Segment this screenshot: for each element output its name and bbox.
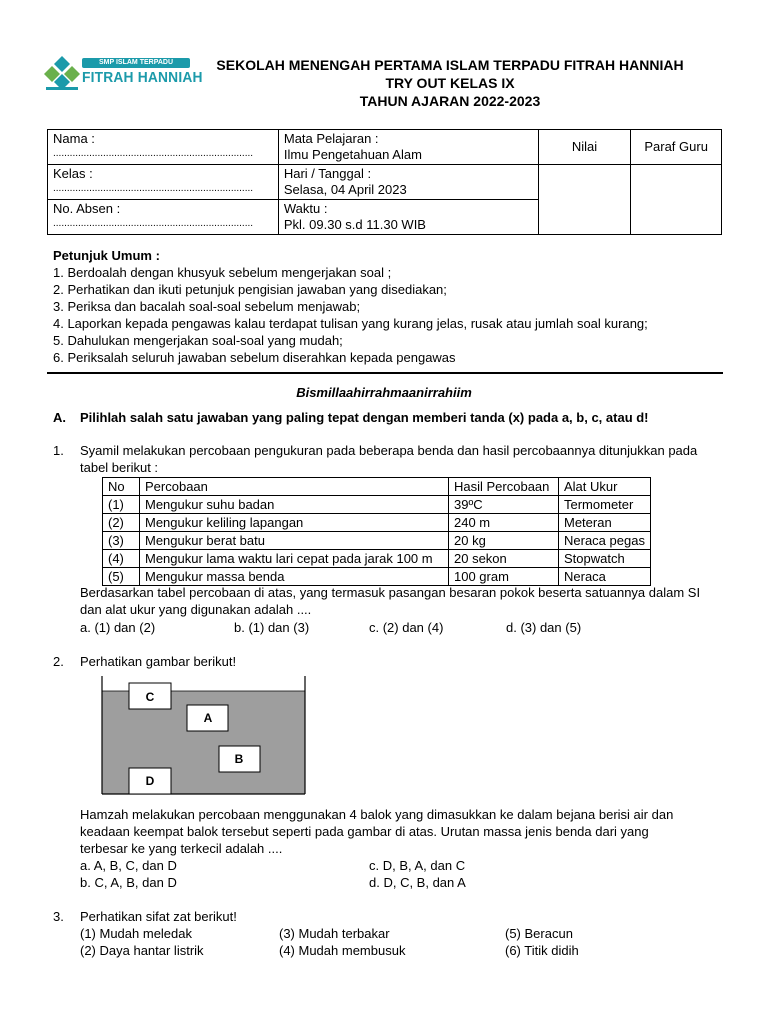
instruction-item: 2. Perhatikan dan ikuti petunjuk pengisian jawaban yang disediakan; [53,282,447,297]
question-text: dan alat ukur yang digunakan adalah .... [80,602,312,617]
class-blank[interactable]: ........................................................................ [53,183,254,194]
section-letter: A. [53,410,66,425]
divider [47,372,723,374]
option-c[interactable]: c. (2) dan (4) [369,620,444,635]
logo-badge: SMP ISLAM TERPADU [82,58,190,68]
student-info-table [47,129,722,235]
option-d[interactable]: d. D, C, B, dan A [369,875,466,890]
question-text: tabel berikut : [80,460,159,475]
option-c[interactable]: c. D, B, A, dan C [369,858,466,873]
score-header: Nilai [538,130,631,165]
question-text: Hamzah melakukan percobaan menggunakan 4 balok yang dimasukkan ke dalam bejana berisi air dan [80,807,674,822]
property-item: (1) Mudah meledak [80,926,192,941]
block-d-label: D [145,774,155,788]
school-logo [44,52,203,94]
absen-blank[interactable]: ........................................................................ [53,218,254,229]
option-a[interactable]: a. (1) dan (2) [80,620,156,635]
logo-mark-icon [44,54,80,92]
teacher-sign-box[interactable] [631,165,722,235]
table-row: (5) Mengukur massa benda 100 gram Neraca [103,568,651,586]
section-instruction: Pilihlah salah satu jawaban yang paling tepat dengan memberi tanda (x) pada a, b, c, atau d! [80,410,649,425]
question-text: Perhatikan sifat zat berikut! [80,909,237,924]
question-text: Syamil melakukan percobaan pengukuran pada beberapa benda dan hasil percobaannya ditunjukkan pada [80,443,698,458]
academic-year: TAHUN AJARAN 2022-2023 [359,93,541,109]
name-blank[interactable]: ........................................................................ [53,148,254,159]
class-cell[interactable]: Kelas : ........................................................................ [48,165,279,200]
option-d[interactable]: d. (3) dan (5) [506,620,582,635]
question-text: Berdasarkan tabel percobaan di atas, yang termasuk pasangan besaran pokok beserta satuannya dalam SI [80,585,701,600]
instruction-item: 5. Dahulukan mengerjakan soal-soal yang mudah; [53,333,343,348]
property-item: (4) Mudah membusuk [279,943,406,958]
table-header-row: No Percobaan Hasil Percobaan Alat Ukur [103,478,651,496]
instruction-item: 3. Periksa dan bacalah soal-soal sebelum menjawab; [53,299,361,314]
logo-name: FITRAH HANNIAH [82,69,203,86]
question-text: terbesar ke yang terkecil adalah .... [80,841,283,856]
date-cell: Hari / Tanggal : Selasa, 04 April 2023 [278,165,538,200]
block-a-label: A [203,711,213,725]
subject-cell: Mata Pelajaran : Ilmu Pengetahuan Alam [278,130,538,165]
block-c-label: C [145,690,155,704]
question-number: 3. [53,909,64,924]
block-b-label: B [234,752,244,766]
property-item: (2) Daya hantar listrik [80,943,204,958]
question-number: 1. [53,443,64,458]
option-b[interactable]: b. (1) dan (3) [234,620,310,635]
name-cell[interactable]: Nama : ........................................................................ [48,130,279,165]
absen-cell[interactable]: No. Absen : ........................................................................ [48,200,279,235]
table-row: (1) Mengukur suhu badan 39ºC Termometer [103,496,651,514]
instructions-title: Petunjuk Umum : [53,248,160,263]
table-row: (4) Mengukur lama waktu lari cepat pada jarak 100 m 20 sekon Stopwatch [103,550,651,568]
property-item: (3) Mudah terbakar [279,926,390,941]
question-number: 2. [53,654,64,669]
option-b[interactable]: b. C, A, B, dan D [80,875,177,890]
question-text: Perhatikan gambar berikut! [80,654,237,669]
instruction-item: 6. Periksalah seluruh jawaban sebelum diserahkan kepada pengawas [53,350,456,365]
score-box[interactable] [538,165,631,235]
measurement-table [102,477,651,586]
teacher-sign-header: Paraf Guru [631,130,722,165]
container-diagram [98,674,310,796]
bismillah: Bismillaahirrahmaanirrahiim [296,385,472,400]
option-a[interactable]: a. A, B, C, dan D [80,858,177,873]
school-name: SEKOLAH MENENGAH PERTAMA ISLAM TERPADU FITRAH HANNIAH [216,57,684,73]
instruction-item: 1. Berdoalah dengan khusyuk sebelum mengerjakan soal ; [53,265,392,280]
question-text: keadaan keempat balok tersebut seperti pada gambar di atas. Urutan massa jenis benda dari yang [80,824,649,839]
property-item: (6) Titik didih [505,943,579,958]
table-row: (2) Mengukur keliling lapangan 240 m Meteran [103,514,651,532]
property-item: (5) Beracun [505,926,573,941]
exam-title: TRY OUT KELAS IX [385,75,515,91]
table-row: (3) Mengukur berat batu 20 kg Neraca pegas [103,532,651,550]
instruction-item: 4. Laporkan kepada pengawas kalau terdapat tulisan yang kurang jelas, rusak atau jumlah soal kurang; [53,316,648,331]
time-cell: Waktu : Pkl. 09.30 s.d 11.30 WIB [278,200,538,235]
